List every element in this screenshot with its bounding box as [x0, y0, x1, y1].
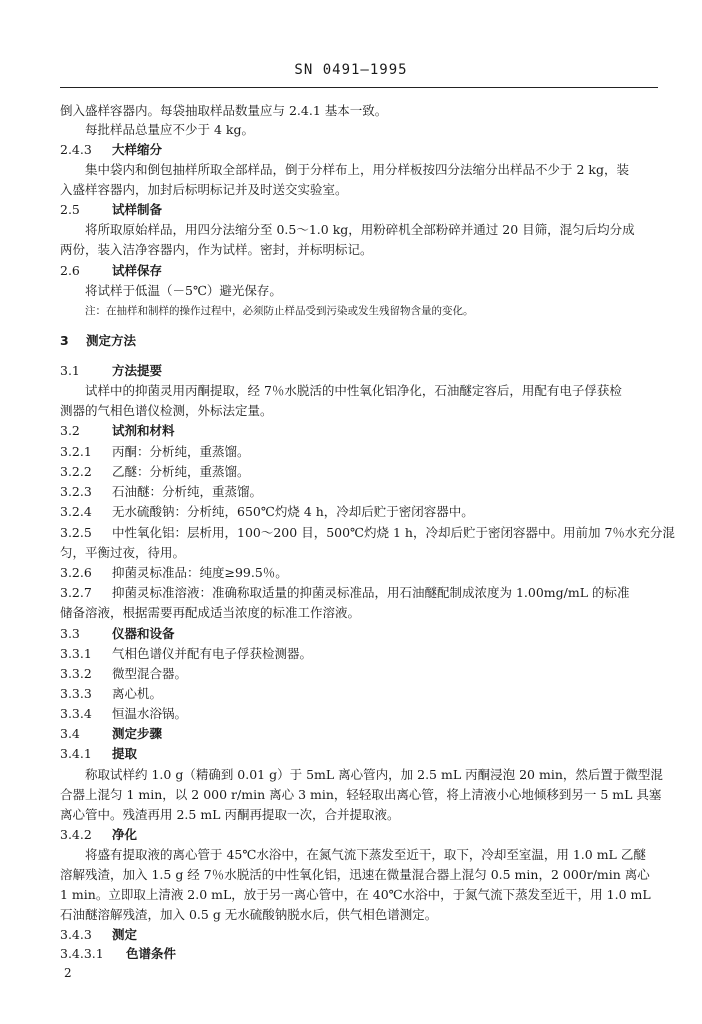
clause-3-2-2 — [60, 463, 660, 480]
section-3-4 — [60, 725, 660, 742]
section-number: 3.4.3 — [60, 927, 92, 942]
clause-text: 抑菌灵标准品：纯度≥99.5％。 — [112, 565, 288, 580]
clause-text: 抑菌灵标准溶液：准确称取适量的抑菌灵标准品，用石油醚配制成浓度为 1.00mg/mL 的标准 — [112, 585, 630, 600]
clause-text: 丙酮：分析纯，重蒸馏。 — [112, 444, 250, 459]
text-line: 1 min。立即取上清液 2.0 mL，放于另一离心管中，在 40℃水浴中，于氮气流下蒸发至近干，用 1.0 mL — [60, 887, 651, 902]
text-line: 石油醚溶解残渣，加入 0.5 g 无水硫酸钠脱水后，供气相色谱测定。 — [60, 907, 438, 922]
section-title: 测定方法 — [86, 333, 137, 348]
section-title: 试剂和材料 — [112, 423, 175, 438]
clause-3-2-6 — [60, 564, 660, 581]
text-line: 匀，平衡过夜，待用。 — [60, 545, 186, 560]
clause-3-2-4 — [60, 503, 660, 520]
clause-number: 3.3.4 — [60, 706, 92, 721]
clause-text: 微型混合器。 — [112, 666, 188, 681]
section-2-4-3 — [60, 141, 660, 158]
clause-3-3-4 — [60, 705, 660, 722]
section-title: 色谱条件 — [126, 946, 177, 961]
section-title: 仪器和设备 — [112, 626, 175, 641]
section-number: 2.4.3 — [60, 142, 92, 157]
section-title: 试样制备 — [112, 202, 163, 217]
section-number: 3.4 — [60, 726, 80, 741]
section-title: 大样缩分 — [112, 142, 163, 157]
clause-text: 离心机。 — [112, 686, 163, 701]
section-3-4-3 — [60, 926, 660, 943]
text-line: 两份，装入洁净容器内，作为试样。密封，并标明标记。 — [60, 242, 373, 257]
section-number: 3.2 — [60, 423, 80, 438]
clause-text: 气相色谱仪并配有电子俘获检测器。 — [112, 646, 313, 661]
clause-number: 3.3.3 — [60, 686, 92, 701]
text-line: 将试样于低温（－5℃）避光保存。 — [85, 283, 282, 298]
section-title: 测定步骤 — [112, 726, 163, 741]
text-line: 溶解残渣，加入 1.5 g 经 7％水脱活的中性氧化铝，迅速在微量混合器上混匀 0.5 min，2 000r/min 离心 — [60, 867, 650, 882]
clause-3-2-3 — [60, 483, 660, 500]
section-3-3 — [60, 625, 660, 642]
clause-number: 3.2.1 — [60, 444, 92, 459]
section-title: 测定 — [112, 927, 138, 942]
text-line: 合器上混匀 1 min，以 2 000 r/min 离心 3 min，轻轻取出离心管，将上清液小心地倾移到另一 5 mL 具塞 — [60, 787, 662, 802]
section-number: 3.1 — [60, 363, 80, 378]
section-number: 3.4.2 — [60, 827, 92, 842]
standard-header: SN 0491—1995 — [294, 62, 408, 78]
note-line: 注：在抽样和制样的操作过程中，必须防止样品受到污染或发生残留物含量的变化。 — [85, 305, 474, 317]
text-line: 将所取原始样品，用四分法缩分至 0.5～1.0 kg，用粉碎机全部粉碎并通过 20 目筛，混匀后均分成 — [85, 222, 635, 237]
text-line: 试样中的抑菌灵用丙酮提取，经 7％水脱活的中性氧化铝净化，石油醚定容后，用配有电子俘获检 — [85, 383, 622, 398]
text-line: 每批样品总量应不少于 4 kg。 — [85, 122, 254, 137]
section-title: 净化 — [112, 827, 138, 842]
clause-number: 3.2.3 — [60, 484, 92, 499]
section-3-4-1 — [60, 745, 660, 762]
section-3-1 — [60, 362, 660, 379]
text-line: 称取试样约 1.0 g（精确到 0.01 g）于 5mL 离心管内，加 2.5 mL 丙酮浸泡 20 min，然后置于微型混 — [85, 767, 663, 782]
header-rule — [60, 87, 658, 88]
clause-number: 3.2.4 — [60, 504, 92, 519]
section-number: 2.6 — [60, 263, 80, 278]
clause-number: 3.2.7 — [60, 585, 92, 600]
text-line: 入盛样容器内，加封后标明标记并及时送交实验室。 — [60, 182, 348, 197]
section-3 — [60, 332, 660, 349]
clause-3-3-2 — [60, 665, 660, 682]
clause-3-2-1 — [60, 443, 660, 460]
section-number: 3.4.1 — [60, 746, 92, 761]
section-number: 3 — [60, 333, 69, 348]
clause-text: 乙醚：分析纯，重蒸馏。 — [112, 464, 250, 479]
page-number: 2 — [64, 966, 72, 980]
clause-number: 3.3.1 — [60, 646, 92, 661]
clause-text: 石油醚：分析纯，重蒸馏。 — [112, 484, 263, 499]
clause-text: 恒温水浴锅。 — [112, 706, 188, 721]
text-line: 将盛有提取液的离心管于 45℃水浴中，在氮气流下蒸发至近干，取下，冷却至室温，用 1.0 mL 乙醚 — [85, 847, 646, 862]
section-title: 方法提要 — [112, 363, 163, 378]
section-title: 提取 — [112, 746, 138, 761]
section-number: 3.4.3.1 — [60, 946, 104, 961]
clause-3-3-1 — [60, 645, 660, 662]
clause-number: 3.2.6 — [60, 565, 92, 580]
section-2-5 — [60, 201, 660, 218]
text-line: 储备溶液，根据需要再配成适当浓度的标准工作溶液。 — [60, 605, 361, 620]
text-line: 倒入盛样容器内。每袋抽取样品数量应与 2.4.1 基本一致。 — [60, 103, 388, 118]
section-3-4-3-1 — [60, 945, 660, 962]
clause-text: 无水硫酸钠：分析纯，650℃灼烧 4 h，冷却后贮于密闭容器中。 — [112, 504, 474, 519]
clause-3-2-7 — [60, 584, 660, 601]
text-line: 测器的气相色谱仪检测，外标法定量。 — [60, 403, 273, 418]
clause-3-3-3 — [60, 685, 660, 702]
section-3-4-2 — [60, 826, 660, 843]
section-2-6 — [60, 262, 660, 279]
clause-number: 3.2.5 — [60, 525, 92, 540]
clause-3-2-5 — [60, 524, 675, 541]
section-title: 试样保存 — [112, 263, 163, 278]
clause-number: 3.2.2 — [60, 464, 92, 479]
section-3-2 — [60, 422, 660, 439]
text-line: 离心管中。残渣再用 2.5 mL 丙酮再提取一次，合并提取液。 — [60, 807, 400, 822]
section-number: 2.5 — [60, 202, 80, 217]
section-number: 3.3 — [60, 626, 80, 641]
text-line: 集中袋内和倒包抽样所取全部样品，倒于分样布上，用分样板按四分法缩分出样品不少于 2 kg，装 — [85, 162, 629, 177]
clause-number: 3.3.2 — [60, 666, 92, 681]
clause-text: 中性氧化铝：层析用，100～200 目，500℃灼烧 1 h，冷却后贮于密闭容器中。用前加 7％水充分混 — [112, 525, 675, 540]
